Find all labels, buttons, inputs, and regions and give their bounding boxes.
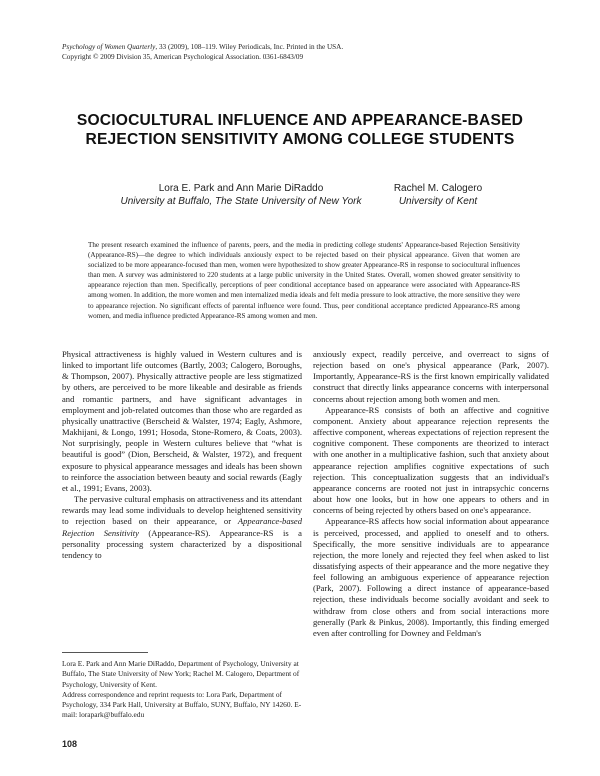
author-block-1 <box>110 183 372 208</box>
author-names: Rachel M. Calogero <box>393 183 483 194</box>
footnote-correspondence: Address correspondence and reprint requests to: Lora Park, Department of Psychology, 334 Park Hall, University at Buffalo, SUNY, Buffalo, NY 14260. E-mail: lorapark@buffalo.edu <box>62 689 302 720</box>
body-paragraph: Appearance-RS consists of both an affective and cognitive component. Anxiety about appearance rejection represents the affective component, whereas expectations of rejection represent the cognitive component. These components are theorized to interact with one another in a multiplicative fashion, such that anxiety about appearance rejection amplifies cognitive expectations of such rejection. This conceptualization suggests that an individual's appearance concerns are rooted not just in intrapsychic concerns about how one looks, but in how one appears to others and in concerns of being rejected by others based on one's appearance. <box>313 404 549 516</box>
author-footnote <box>62 659 302 721</box>
page-number: 108 <box>62 739 78 749</box>
footnote-rule <box>62 652 148 653</box>
body-paragraph: Appearance-RS affects how social information about appearance is perceived, processed, and applied to oneself and to others. Specifically, the more sensitive individuals are to appearance rejection, the more lonely and rejected they feel when asked to list dissatisfying aspects of their appearance and the more negative they feel following an ambiguous experience of appearance rejection (Park, 2007). Following a direct instance of appearance-based rejection, these individuals become socially avoidant and seek to withdraw from close others and from social interactions more generally (Park & Pinkus, 2008). Importantly, this finding emerged even after controlling for Downey and Feldman's <box>313 516 549 638</box>
abstract: The present research examined the influence of parents, peers, and the media in predicting college students' Appearance-based Rejection Sensitivity (Appearance-RS)—the degree to which individuals anxiously expect to be rejected based on their physical appearance. Given that women are socialized to be more appearance-focused than men, women were hypothesized to show greater Appearance-RS in response to sociocultural influences than men. A survey was administered to 220 students at a large public university in the United States. Overall, women showed greater sensitivity to appearance rejection than men. Specifically, perceptions of peer conditional acceptance based on appearance were associated with Appearance-RS among women. In addition, the more women and men internalized media ideals and felt media pressure to look attractive, the more sensitive they were to appearance rejection. No significant effects of parental influence were found. Thus, peer conditional acceptance predicted Appearance-RS among women, and media influence predicted Appearance-RS among women and men. <box>88 241 520 320</box>
author-affiliation: University of Kent <box>398 195 478 207</box>
running-header <box>62 43 343 62</box>
title-line-2: REJECTION SENSITIVITY AMONG COLLEGE STUDENTS <box>85 131 515 148</box>
author-affiliation: University at Buffalo, The State University of New York <box>120 195 362 207</box>
citation-details: , 33 (2009), 108–119. Wiley Periodicals, Inc. Printed in the USA. <box>155 43 344 51</box>
body-paragraph: anxiously expect, readily perceive, and overreact to signs of rejection based on one's physical appearance (Park, 2007). Importantly, Appearance-RS is the first known empirically validated construct that directly links appearance concerns with interpersonal concerns about rejection among both women and men. <box>313 349 549 404</box>
right-column <box>313 349 549 639</box>
body-paragraph: Physical attractiveness is highly valued in Western cultures and is linked to important life outcomes (Bartly, 2003; Calogero, Boroughs, & Thompson, 2007). Physically attractive people are less stigmatized by others, are perceived to be more likeable and desirable as friends and romantic partners, and have significant advantages in employment and job-related outcomes than those who are regarded as physically unattractive (Berscheid & Walster, 1974; Eagly, Ashmore, Makhijani, & Longo, 1991; Hosoda, Stone-Romero, & Coats, 2003). Not surprisingly, people in Western cultures believe that “what is beautiful is good” (Dion, Berscheid, & Walster, 1972), and frequent exposure to physical appearance messages and ideals has been shown to reinforce the association between beauty and social rewards (Eagly et al., 1991; Evans, 2003). <box>62 349 302 493</box>
footnote-affiliations: Lora E. Park and Ann Marie DiRaddo, Department of Psychology, University at Buffalo, The State University of New York; Rachel M. Calogero, Department of Psychology, University of Kent. <box>62 659 300 689</box>
author-block-2 <box>358 183 518 208</box>
article-title <box>40 111 560 149</box>
term-emphasis: Appearance-based Rejection Sensitivity <box>62 516 302 538</box>
copyright-line: Copyright © 2009 Division 35, American Psychological Association. 0361-6843/09 <box>62 52 304 61</box>
title-line-1: SOCIOCULTURAL INFLUENCE AND APPEARANCE-BASED <box>76 112 524 129</box>
journal-name: Psychology of Women Quarterly <box>62 43 156 51</box>
body-paragraph: The pervasive cultural emphasis on attractiveness and its attendant rewards may lead some individuals to develop heightened sensitivity to rejection based on their appearance, or Appearance-based Rejection Sensitivity (Appearance-RS). Appearance-RS is a personality processing system characterized by a dispositional tendency to <box>62 494 302 560</box>
left-column <box>62 349 302 561</box>
author-names: Lora E. Park and Ann Marie DiRaddo <box>158 183 324 194</box>
citation-line <box>62 43 343 53</box>
